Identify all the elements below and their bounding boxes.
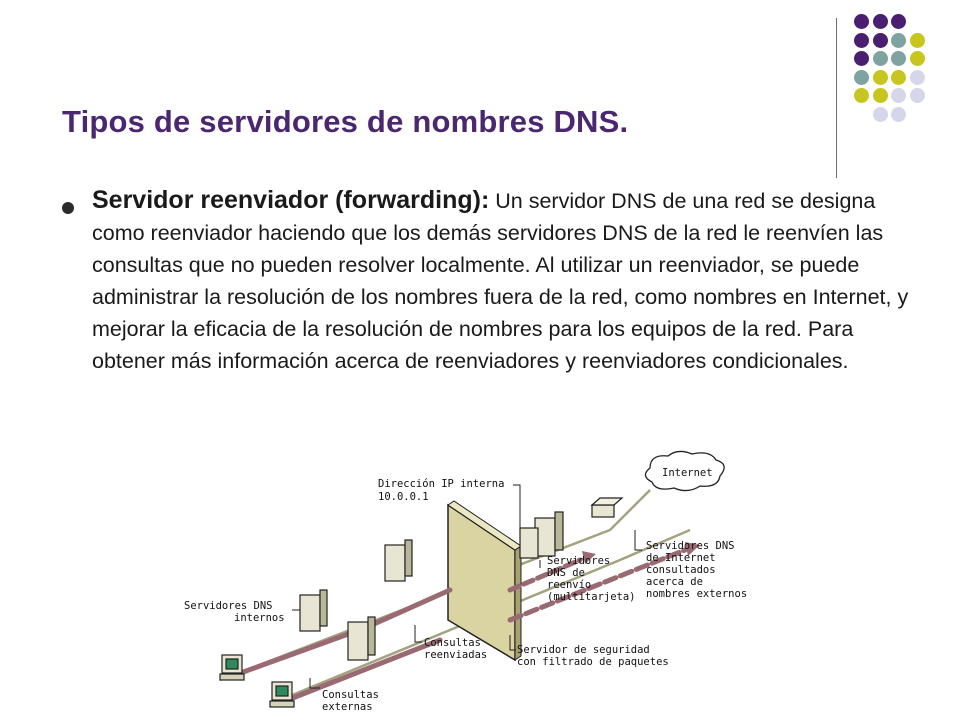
decorative-dot — [891, 88, 906, 103]
decorative-dot — [891, 107, 906, 122]
internal-dns-label: Servidores DNS internos — [184, 600, 285, 624]
bullet-term: Servidor reenviador (forwarding): — [92, 186, 490, 214]
ip-address-label: Dirección IP interna 10.0.0.1 — [378, 478, 505, 503]
decorative-dot — [891, 70, 906, 85]
server-icon — [592, 498, 622, 517]
decorative-dot — [891, 33, 906, 48]
decorative-dot — [910, 51, 925, 66]
decorative-dot — [873, 51, 888, 66]
decorative-dot — [873, 70, 888, 85]
cloud-label: Internet — [662, 467, 713, 479]
firewall-label: Servidor de seguridad con filtrado de paquetes — [517, 644, 669, 668]
slide-title: Tipos de servidores de nombres DNS. — [62, 104, 629, 139]
decorative-dot — [873, 33, 888, 48]
decorative-dot — [891, 14, 906, 29]
external-queries-label: Consultas externas — [322, 689, 379, 713]
decorative-dot — [910, 33, 925, 48]
decorative-dot — [910, 88, 925, 103]
decorative-dot — [854, 70, 869, 85]
decorative-dot — [873, 88, 888, 103]
bullet-icon — [62, 202, 74, 214]
bullet-text: Un servidor DNS de una red se designa como reenviador haciendo que los demás servidores DNS de la red le reenvíen las consultas que no pueden resolver localmente. Al utilizar un reenviador, se puede administrar la resolución de los nombres fuera de la red, como nombres en Internet, y mejorar la eficacia de la resolución de nombres para los equipos de la red. Para obtener más información acerca de reenviadores y reenviadores condicionales. — [92, 189, 909, 373]
decorative-dot — [854, 51, 869, 66]
decorative-divider-line — [836, 18, 837, 178]
decorative-dot — [873, 14, 888, 29]
decorative-dot — [873, 107, 888, 122]
server-icon — [385, 540, 412, 581]
workstation-icon — [220, 655, 244, 680]
bullet-paragraph — [92, 184, 922, 377]
server-icon — [348, 617, 375, 660]
decorative-dot — [891, 51, 906, 66]
internet-cloud-icon — [645, 451, 724, 490]
decorative-dot — [854, 33, 869, 48]
decorative-dot — [910, 70, 925, 85]
dns-forwarder-diagram — [180, 450, 800, 720]
forwarded-queries-label: Consultas reenviadas — [424, 637, 488, 661]
forwarder-dns-label: Servidores DNS de reenvío (multitarjeta) — [547, 555, 636, 603]
decorative-dot — [854, 14, 869, 29]
decorative-dot — [854, 88, 869, 103]
workstation-icon — [270, 682, 294, 707]
internet-dns-label: Servidores DNS de Internet consultados acerca de nombres externos — [646, 540, 748, 600]
server-icon — [300, 590, 327, 631]
